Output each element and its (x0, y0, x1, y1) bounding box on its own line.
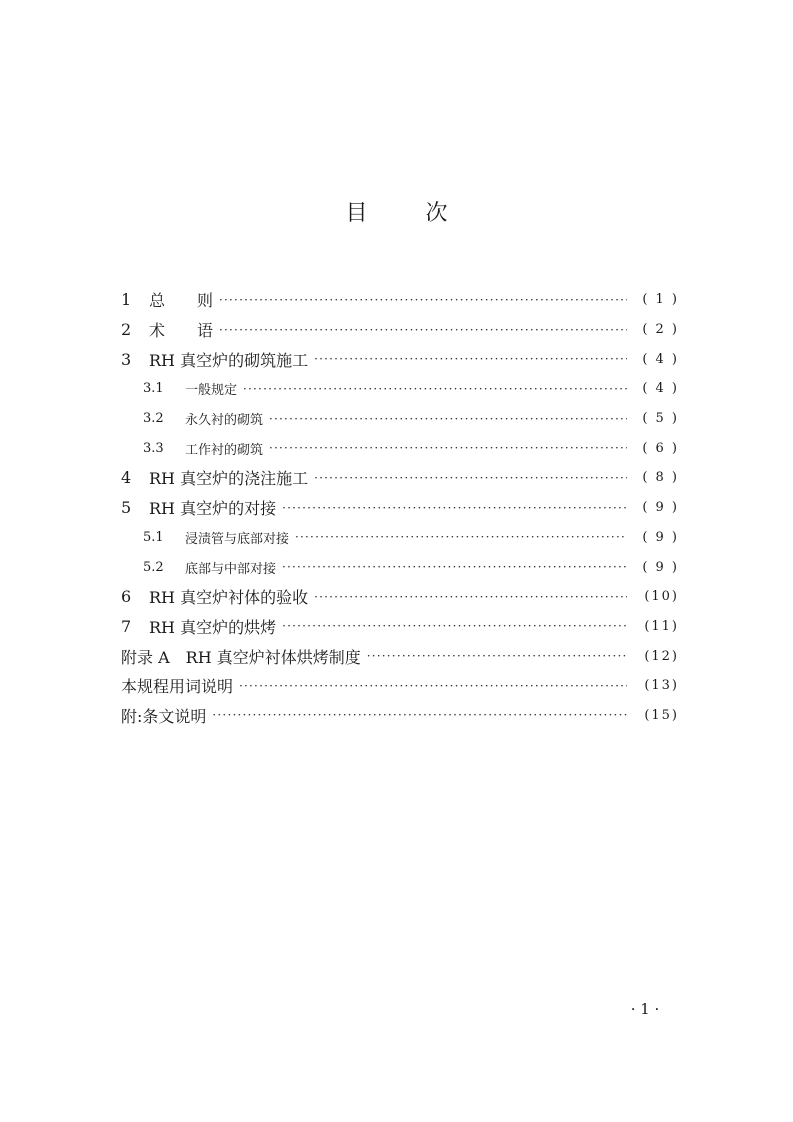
toc-entry[interactable] (121, 433, 679, 463)
table-of-contents (121, 285, 679, 730)
toc-entry-number: 6 (121, 587, 132, 607)
toc-entry-number: 3.2 (143, 411, 164, 427)
toc-entry-number: 3.1 (143, 381, 164, 397)
dot-leader (243, 382, 627, 396)
toc-entry-label: 工作衬的砌筑 (185, 442, 264, 458)
toc-entry-page: ( 9 ) (642, 500, 679, 516)
toc-entry-label: 本规程用词说明 (121, 677, 234, 697)
toc-entry-number: 2 (121, 320, 132, 340)
dot-leader (219, 323, 627, 337)
toc-entry[interactable] (121, 344, 679, 374)
toc-entry[interactable] (121, 374, 679, 404)
page-title (0, 196, 793, 227)
toc-entry-number: 3.3 (143, 440, 164, 456)
toc-entry-label: 一般规定 (185, 383, 238, 399)
dot-leader (212, 708, 627, 722)
title-part-2: 次 (425, 201, 448, 226)
toc-entry-label: 术 语 (149, 321, 214, 341)
dot-leader (239, 679, 627, 693)
dot-leader (219, 293, 627, 307)
toc-entry-page: ( 6 ) (642, 440, 679, 456)
toc-entry-page: (10) (644, 589, 679, 605)
toc-entry[interactable] (121, 701, 679, 731)
toc-entry-label: RH 真空炉的砌筑施工 (149, 350, 309, 370)
toc-entry-label: 底部与中部对接 (185, 561, 277, 577)
toc-entry-label: RH 真空炉的烘烤 (149, 617, 277, 637)
toc-entry[interactable] (121, 285, 679, 315)
toc-entry[interactable] (121, 641, 679, 671)
toc-entry[interactable] (121, 523, 679, 553)
toc-entry-label: RH 真空炉的对接 (149, 499, 277, 519)
toc-entry-page: (11) (644, 618, 679, 634)
toc-entry[interactable] (121, 671, 679, 701)
toc-entry-page: ( 9 ) (642, 559, 679, 575)
dot-leader (314, 471, 627, 485)
toc-entry-number: 1 (121, 290, 132, 310)
dot-leader (282, 501, 627, 515)
dot-leader (314, 352, 627, 366)
toc-entry-page: (13) (644, 678, 679, 694)
toc-entry[interactable] (121, 612, 679, 642)
toc-entry-number: 7 (121, 616, 132, 636)
dot-leader (282, 560, 627, 574)
toc-entry-label: 附录 A RH 真空炉衬体烘烤制度 (121, 647, 361, 667)
dot-leader (295, 530, 627, 544)
toc-entry-page: (12) (644, 648, 679, 664)
toc-entry-page: ( 9 ) (642, 529, 679, 545)
toc-entry[interactable] (121, 463, 679, 493)
toc-entry-page: ( 4 ) (642, 351, 679, 367)
toc-entry-label: 总 则 (149, 291, 214, 311)
toc-entry-label: RH 真空炉衬体的验收 (149, 588, 309, 608)
toc-entry-page: ( 4 ) (642, 381, 679, 397)
toc-entry[interactable] (121, 315, 679, 345)
dot-leader (269, 412, 627, 426)
toc-entry-label: 浸渍管与底部对接 (185, 531, 290, 547)
toc-entry-label: RH 真空炉的浇注施工 (149, 469, 309, 489)
toc-entry-label: 永久衬的砌筑 (185, 413, 264, 429)
toc-entry[interactable] (121, 552, 679, 582)
toc-entry-number: 3 (121, 349, 132, 369)
toc-entry[interactable] (121, 582, 679, 612)
toc-entry-number: 5.2 (143, 559, 164, 575)
toc-entry-page: (15) (644, 707, 679, 723)
dot-leader (367, 649, 627, 663)
toc-entry-number: 5.1 (143, 529, 164, 545)
toc-entry[interactable] (121, 404, 679, 434)
toc-entry-page: ( 1 ) (642, 292, 679, 308)
toc-entry[interactable] (121, 493, 679, 523)
toc-entry-number: 4 (121, 468, 132, 488)
toc-entry-number: 5 (121, 498, 132, 518)
toc-entry-page: ( 5 ) (642, 411, 679, 427)
toc-entry-page: ( 2 ) (642, 322, 679, 338)
dot-leader (314, 590, 627, 604)
dot-leader (269, 441, 627, 455)
dot-leader (282, 619, 627, 633)
toc-entry-label: 附:条文说明 (121, 706, 207, 726)
title-part-1: 目 (345, 201, 368, 226)
page-number: · 1 · (630, 1000, 660, 1018)
toc-entry-page: ( 8 ) (642, 470, 679, 486)
